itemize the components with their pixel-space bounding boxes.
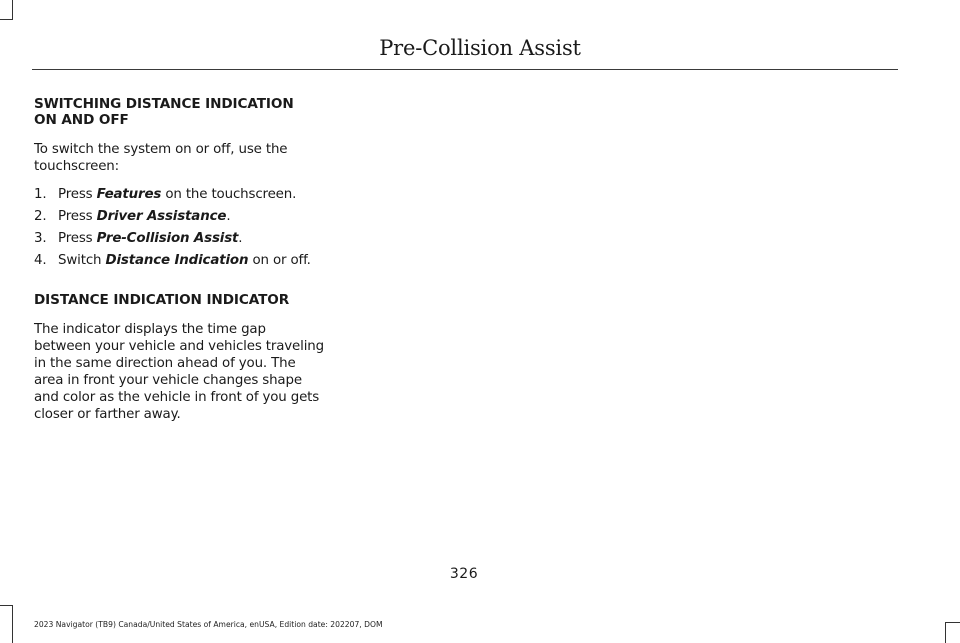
indicator-paragraph: The indicator displays the time gap between your vehicle and vehicles traveling in the same direction ahead of you. The area in front your vehicle changes shape and color as the vehicle in front of you gets closer or farther away. xyxy=(34,322,324,422)
section-heading-switching xyxy=(34,96,326,128)
step-number: 1. xyxy=(34,187,47,202)
main-content xyxy=(34,96,326,434)
intro-paragraph: To switch the system on or off, use the touchscreen: xyxy=(34,142,288,174)
section-heading-indicator: DISTANCE INDICATION INDICATOR xyxy=(34,292,290,308)
heading-line: ON AND OFF xyxy=(34,112,129,128)
steps-list xyxy=(34,186,326,269)
step-text: Press Features on the touchscreen. xyxy=(58,187,297,202)
header-rule xyxy=(32,69,898,70)
step-number: 4. xyxy=(34,253,47,268)
crop-mark-bottom-right xyxy=(945,622,960,623)
step-text: Press Driver Assistance. xyxy=(58,209,231,224)
crop-mark-bottom-left xyxy=(12,605,13,643)
page-title: Pre-Collision Assist xyxy=(379,36,581,60)
list-item xyxy=(34,252,326,269)
crop-mark-bottom-left xyxy=(0,605,13,606)
step-text: Switch Distance Indication on or off. xyxy=(58,253,311,268)
step-emphasis: Distance Indication xyxy=(105,253,249,268)
heading-line: SWITCHING DISTANCE INDICATION xyxy=(34,96,294,112)
crop-mark-bottom-right xyxy=(945,622,946,643)
step-emphasis: Features xyxy=(96,187,162,202)
step-number: 2. xyxy=(34,209,47,224)
step-text: Press Pre-Collision Assist. xyxy=(58,231,243,246)
step-emphasis: Driver Assistance xyxy=(96,209,227,224)
list-item xyxy=(34,208,326,225)
page-number: 326 xyxy=(449,566,479,582)
step-emphasis: Pre-Collision Assist xyxy=(96,231,239,246)
crop-mark-top-left xyxy=(0,19,13,20)
crop-mark-top-left xyxy=(12,0,13,20)
list-item xyxy=(34,230,326,247)
list-item xyxy=(34,186,326,203)
edition-footer: 2023 Navigator (TB9) Canada/United States of America, enUSA, Edition date: 202207, DOM xyxy=(34,620,383,629)
step-number: 3. xyxy=(34,231,47,246)
